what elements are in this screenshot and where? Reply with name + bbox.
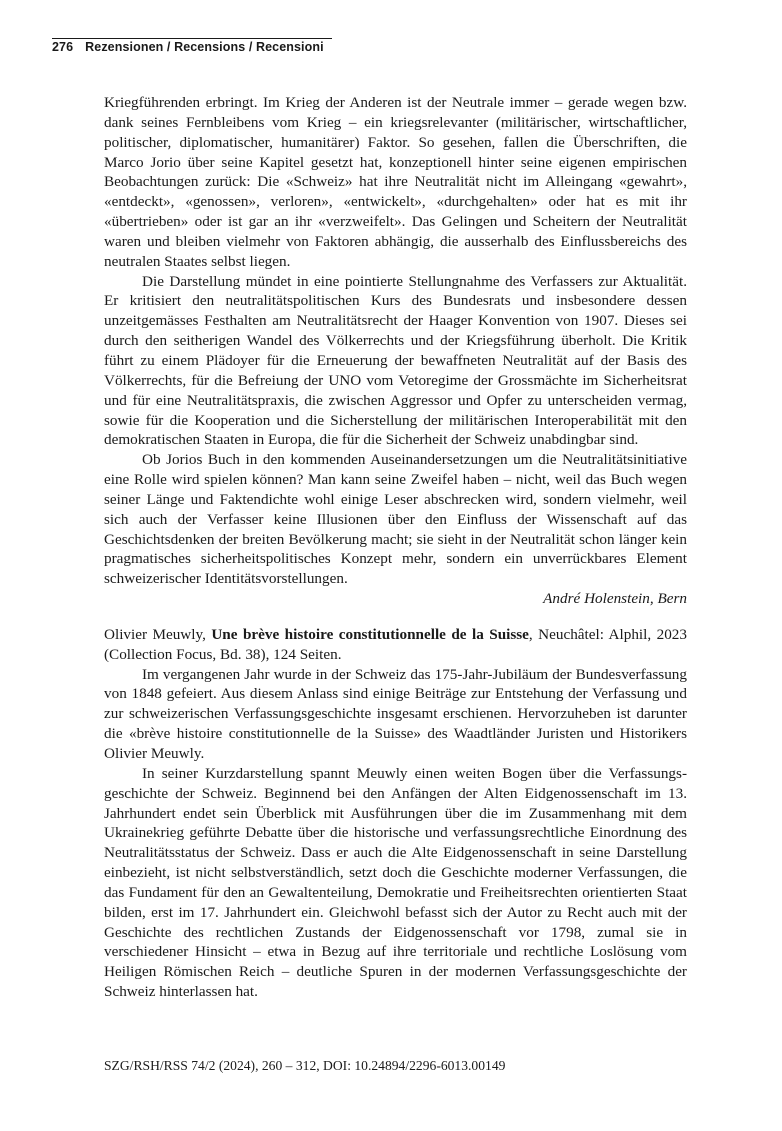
body-text bbox=[104, 93, 687, 1002]
footer-citation: SZG/RSH/RSS 74/2 (2024), 260 – 312, DOI: 10.24894/2296-6013.00149 bbox=[104, 1058, 506, 1073]
running-header bbox=[52, 40, 342, 54]
review1-paragraph-2: Die Darstellung mündet in eine pointierte Stellungnahme des Verfassers zur Aktualität. Er kritisiert den neutralitätspolitischen Kurs des Bundesrats und insbesondere dessen unzeitgemässes Festhalten am Neutralitätsrecht der Haager Konvention von 1907. Dieses sei durch den seitherigen Wandel des Völkerrechts und der Kriegsführung überholt. Die Kritik führt zu einem Plädoyer für die Erneuerung der bewaffneten Neutralität auf der Basis des Völkerrechts, für die Befreiung der UNO vom Vetoregime der Grossmächte im Sicherheitsrat und für eine Neutralitätspraxis, die zwischen Aggressor und Opfer zu unterscheiden vermag, sowie für die Kooperation und die Sicherstellung der militärischen Interoperabilität mit den demokratischen Staaten in Europa, die für die Sicherheit der Schweiz unabdingbar sind. bbox=[104, 272, 687, 449]
review1-paragraph-3: Ob Jorios Buch in den kommenden Auseinandersetzungen um die Neutralitätsinitiative eine Rolle wird spielen können? Man kann seine Zweifel haben – nicht, weil das Buch wegen seiner Länge und Faktendichte wohl einige Leser abschrecken wird, sondern vielmehr, weil sich auch der Verfasser keine Illusionen über den Einfluss der Wissenschaft auf das Geschichtsdenken der breiten Bevölkerung macht; sie sieht in der Neutralität schon länger kein pragmatisches sicherheitspolitisches Konzept mehr, sondern ein unverrückbares Element schweizerischer Identitätsvorstellungen. bbox=[104, 451, 687, 588]
review2-publication: , Neuchâtel: Alphil, 2023 (Collection Focus, Bd. 38), 124 Seiten. bbox=[104, 625, 687, 663]
review2-author: Olivier Meuwly, bbox=[104, 625, 212, 643]
header-rule bbox=[52, 38, 332, 39]
review1-signature: André Holenstein, Bern bbox=[543, 590, 687, 608]
review2-book-title: Une brève histoire constitutionnelle de la Suisse bbox=[211, 625, 529, 643]
review2-paragraph-2: In seiner Kurzdarstellung spannt Meuwly einen weiten Bogen über die Verfassungsgeschichte der Schweiz. Beginnend bei den Anfängen der Alten Eidgenossenschaft im 13. Jahrhundert endet sein Überblick mit Ausführungen über die im Zusammenhang mit dem Ukrainekrieg geführte Debatte über die historische und verfassungsrechtliche Einordnung des Neutralitätsstatus der Schweiz. Dass er auch die Alte Eidgenossenschaft in seine Darstellung einbezieht, ist nicht selbstverständlich, setzt doch die Geschichte moderner Verfassungen, die das Fundament für den an Gewaltenteilung, Demokratie und Freiheitsrechten orientierten Staat bilden, erst im 17. Jahrhundert ein. Gleichwohl befasst sich der Autor zu Recht auch mit der Geschichte des rechtlichen Zustands der Eidgenossenschaft vor 1798, zumal sie in verschiedener Hinsicht – etwa in Bezug auf ihre territoriale und rechtliche Loslösung vom Heiligen Römischen Reich – deutliche Spuren in der modernen Verfassungsgeschichte der Schweiz hinterlassen hat. bbox=[104, 764, 687, 1001]
section-title: Rezensionen / Recensions / Recensioni bbox=[85, 40, 324, 54]
review2-heading bbox=[104, 625, 687, 665]
review2-paragraph-1: Im vergangenen Jahr wurde in der Schweiz das 175-Jahr-Jubiläum der Bundesverfassung von 1848 gefeiert. Aus diesem Anlass sind einige Beiträge zur Entstehung der Verfassung und zur schweizerischen Verfassungsgeschichte insgesamt erschienen. Hervorzuheben ist darunter die «brève histoire constitutionnelle de la Suisse» des Waadtländer Juristen und Historikers Olivier Meuwly. bbox=[104, 665, 687, 762]
page-number: 276 bbox=[52, 40, 74, 54]
review1-paragraph-1: Kriegführenden erbringt. Im Krieg der Anderen ist der Neutrale immer – gerade wegen bzw. dank seines Fernbleibens vom Krieg – ein kriegsrelevanter (militärischer, wirtschaftlicher, politischer, diplomatischer, humanitärer) Faktor. So gesehen, fallen die Überschriften, die Marco Jorio über seine Kapitel gesetzt hat, konzeptionell hinter seine eigenen empirischen Beobachtungen zurück: Die «Schweiz» hat ihre Neutralität nicht im Alleingang «gewahrt», «entdeckt», «genossen», verloren», «entwickelt», «durchgehalten» oder hat es mit ihr «übertrieben» oder ist gar an ihr «verzweifelt». Das Gelingen und Scheitern der Neutralität waren und bleiben vielmehr von Faktoren abhängig, die ausserhalb des Einflussbereichs des neutralen Staates selbst liegen. bbox=[104, 94, 687, 270]
